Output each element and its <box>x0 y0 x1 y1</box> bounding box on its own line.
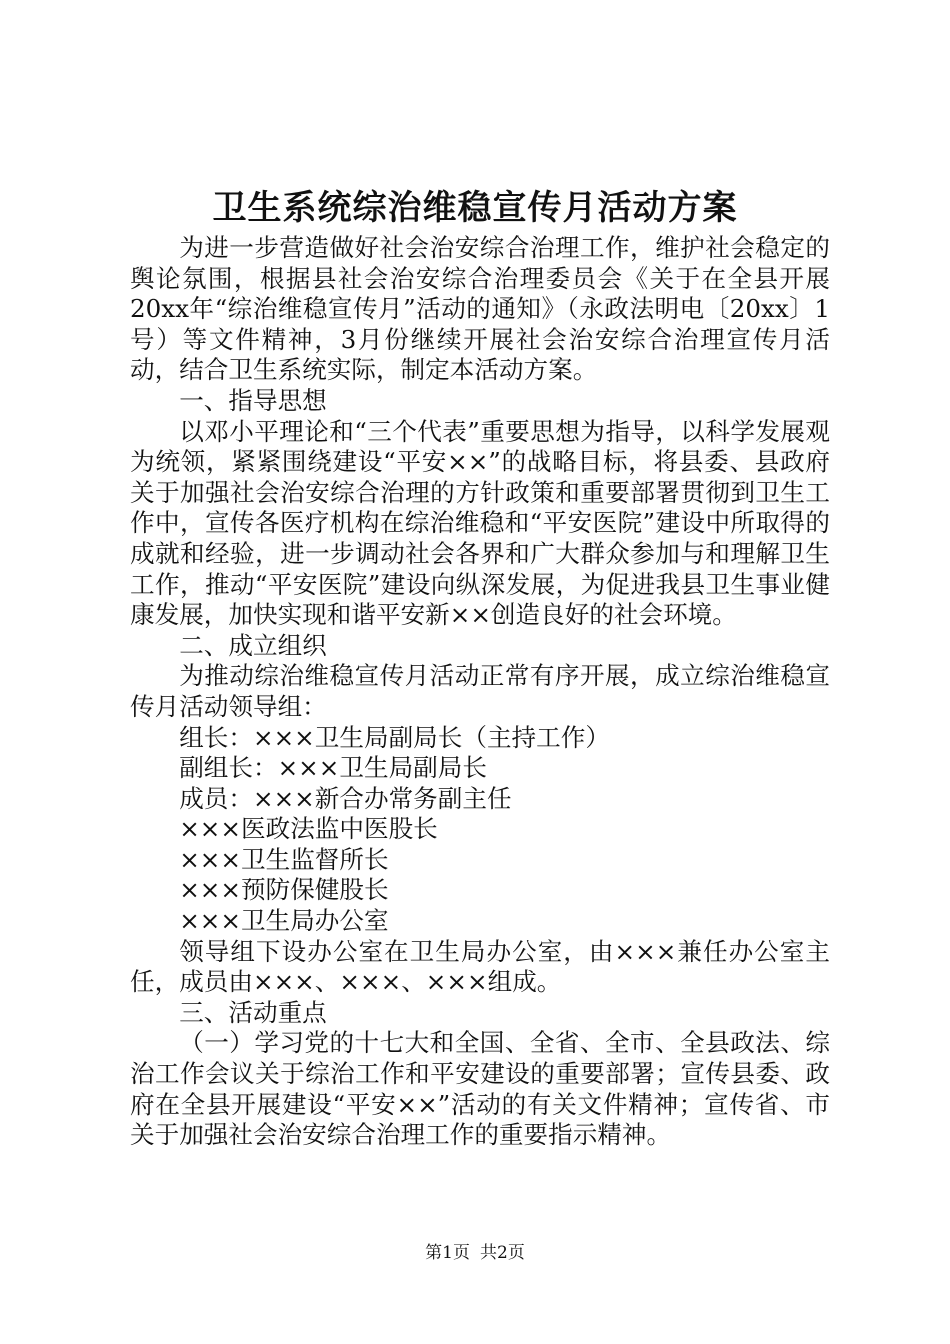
deputy-leader-line: 副组长：×××卫生局副局长 <box>179 753 487 783</box>
key-activity-paragraph: （一）学习党的十七大和全国、全省、全市、全县政法、综治工作会议关于综治工作和平安建设的重要部署；宣传县委、政府在全县开展建设“平安××”活动的有关文件精神；宣传省、市关于加强社会治安综合治理工作的重要指示精神。 <box>130 1028 830 1150</box>
intro-paragraph: 为进一步营造做好社会治安综合治理工作，维护社会稳定的舆论氛围，根据县社会治安综合治理委员会《关于在全县开展20xx年“综治维稳宣传月”活动的通知》（永政法明电〔20xx〕1号）等文件精神，3月份继续开展社会治安综合治理宣传月活动，结合卫生系统实际，制定本活动方案。 <box>130 233 830 385</box>
team-leader-line: 组长：×××卫生局副局长（主持工作） <box>179 722 610 752</box>
document-body <box>130 233 830 1151</box>
document-title: 卫生系统综治维稳宣传月活动方案 <box>212 188 738 228</box>
organization-paragraph: 为推动综治维稳宣传月活动正常有序开展，成立综治维稳宣传月活动领导组： <box>130 661 830 721</box>
section-heading-key-activities: 三、活动重点 <box>179 997 327 1027</box>
page-total: 共2页 <box>480 1243 525 1263</box>
member-line: ×××卫生局办公室 <box>179 906 389 936</box>
page-footer <box>0 1242 950 1264</box>
members-line: 成员：×××新合办常务副主任 <box>179 783 512 813</box>
guiding-ideology-paragraph: 以邓小平理论和“三个代表”重要思想为指导，以科学发展观为统领，紧紧围绕建设“平安××”的战略目标，将县委、县政府关于加强社会治安综合治理的方针政策和重要部署贯彻到卫生工作中，宣传各医疗机构在综治维稳和“平安医院”建设中所取得的成就和经验，进一步调动社会各界和广大群众参加与和理解卫生工作，推动“平安医院”建设向纵深发展，为促进我县卫生事业健康发展，加快实现和谐平安新××创造良好的社会环境。 <box>130 416 830 630</box>
section-heading-guiding-ideology: 一、指导思想 <box>179 385 327 415</box>
page-number: 第1页 <box>425 1243 470 1263</box>
member-line: ×××医政法监中医股长 <box>179 814 438 844</box>
member-line: ×××预防保健股长 <box>179 875 389 905</box>
section-heading-organization: 二、成立组织 <box>179 630 327 660</box>
office-paragraph: 领导组下设办公室在卫生局办公室，由×××兼任办公室主任，成员由×××、×××、×××组成。 <box>130 936 830 997</box>
member-line: ×××卫生监督所长 <box>179 844 389 874</box>
